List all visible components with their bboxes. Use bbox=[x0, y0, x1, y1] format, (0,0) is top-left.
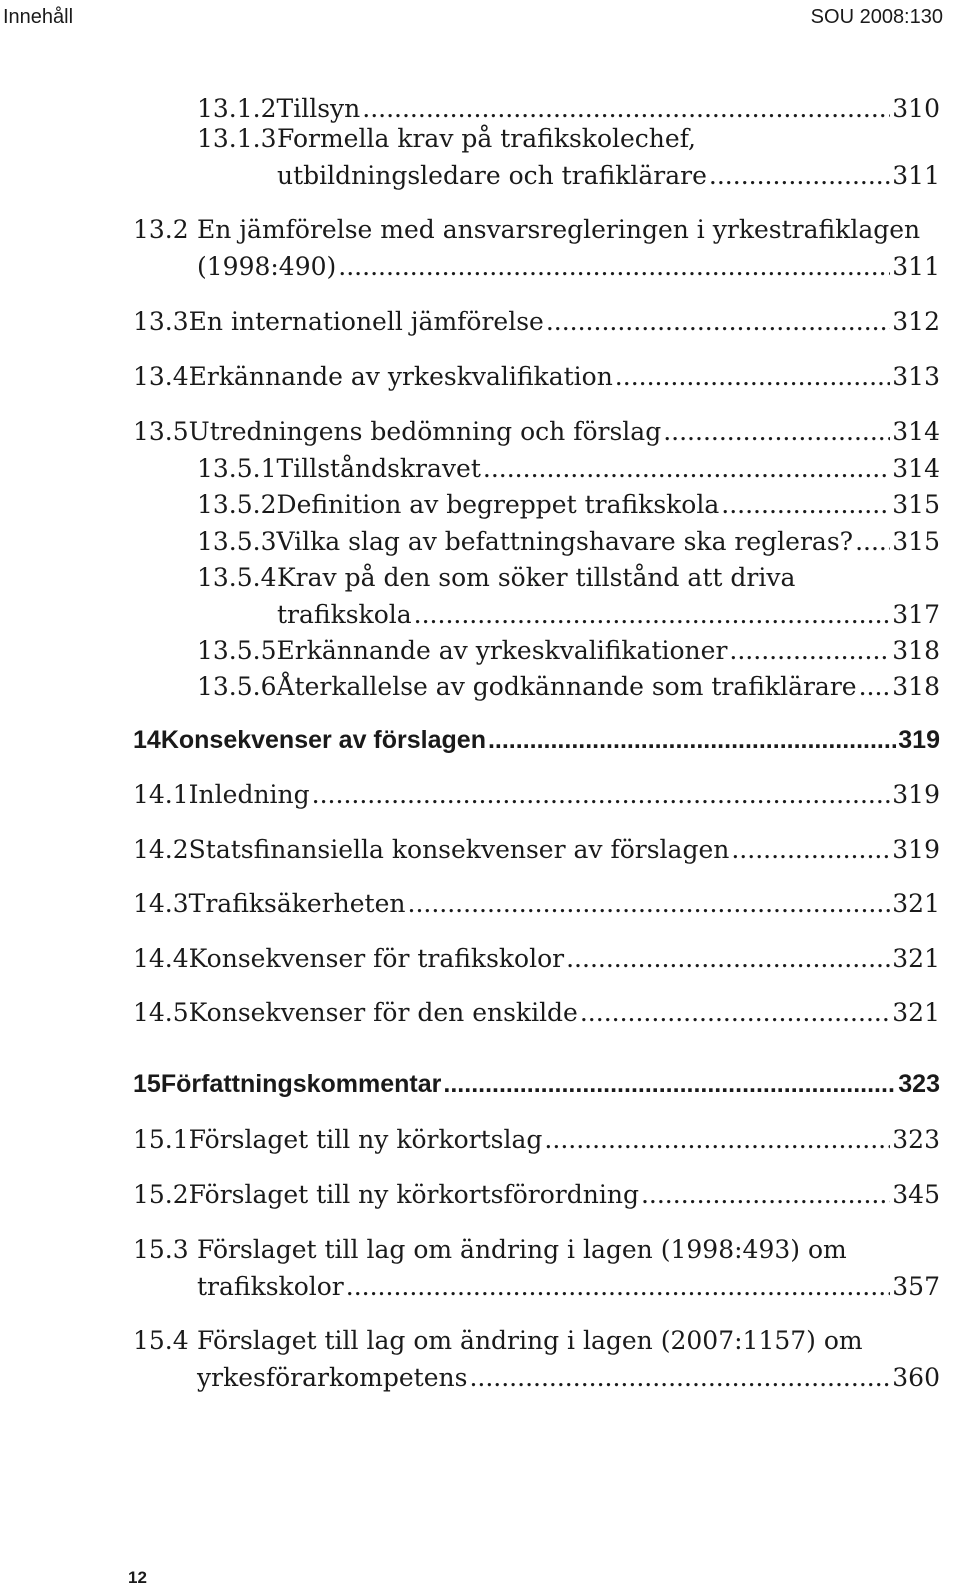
toc-page: 321 bbox=[892, 944, 940, 973]
toc-title: Krav på den som söker tillstånd att driva bbox=[277, 563, 796, 592]
toc-page: 317 bbox=[892, 600, 940, 629]
dot-leader bbox=[855, 523, 890, 560]
dot-leader bbox=[414, 596, 891, 633]
toc-title-continued: (1998:490) bbox=[197, 252, 337, 281]
toc-number: 15.2 bbox=[133, 1180, 189, 1209]
toc-number: 13.5.3 bbox=[197, 527, 277, 556]
toc-number: 13.1.3 bbox=[197, 124, 277, 153]
toc-title: Utredningens bedömning och förslag bbox=[188, 417, 662, 446]
dot-leader bbox=[544, 1121, 890, 1158]
toc-entry[interactable] bbox=[133, 1121, 940, 1158]
toc-entry[interactable] bbox=[133, 940, 940, 977]
toc-title: Återkallelse av godkännande som trafiklärare bbox=[276, 672, 857, 701]
dot-leader bbox=[580, 994, 890, 1031]
dot-leader bbox=[663, 413, 890, 450]
dot-leader bbox=[615, 358, 890, 395]
toc-number: 13.5.2 bbox=[197, 490, 277, 519]
toc-entry[interactable] bbox=[133, 1322, 940, 1396]
toc-number: 14.5 bbox=[133, 998, 189, 1027]
toc-title: Författningskommentar bbox=[160, 1070, 442, 1098]
toc-title: Tillsyn bbox=[276, 94, 361, 123]
toc-chapter[interactable] bbox=[133, 1066, 940, 1103]
toc-title: Konsekvenser av förslagen bbox=[160, 726, 486, 754]
toc-entry[interactable] bbox=[133, 831, 940, 868]
toc-number: 15.3 bbox=[133, 1235, 189, 1264]
toc-title: Definition av begreppet trafikskola bbox=[276, 490, 720, 519]
toc-page: 314 bbox=[892, 454, 940, 483]
toc-title: Konsekvenser för den enskilde bbox=[188, 998, 578, 1027]
toc-number: 13.5.5 bbox=[197, 636, 277, 665]
toc-title: Erkännande av yrkeskvalifikationer bbox=[276, 636, 728, 665]
toc-title-continued: trafikskolor bbox=[197, 1272, 344, 1301]
toc-number: 14 bbox=[133, 726, 161, 754]
toc-title: Vilka slag av befattningshavare ska regleras? bbox=[276, 527, 854, 556]
toc-title: Förslaget till lag om ändring i lagen (1998:493) om bbox=[197, 1235, 847, 1264]
toc-entry[interactable] bbox=[133, 303, 940, 340]
toc-entry[interactable] bbox=[197, 632, 940, 669]
toc-title-continued: utbildningsledare och trafiklärare bbox=[277, 161, 707, 190]
toc-number: 14.2 bbox=[133, 835, 189, 864]
dot-leader bbox=[312, 776, 891, 813]
toc-number: 13.5.6 bbox=[197, 672, 277, 701]
toc-title: Förslaget till ny körkortslag bbox=[188, 1125, 543, 1154]
toc-entry[interactable] bbox=[197, 486, 940, 523]
toc-title: En internationell jämförelse bbox=[188, 307, 544, 336]
toc-number: 14.3 bbox=[133, 889, 189, 918]
toc-page: 319 bbox=[898, 726, 940, 754]
toc-page: 345 bbox=[892, 1180, 940, 1209]
toc-number: 13.1.2 bbox=[197, 94, 277, 123]
toc-entry[interactable] bbox=[133, 413, 940, 450]
toc-entry[interactable] bbox=[133, 885, 940, 922]
toc-page: 314 bbox=[892, 417, 940, 446]
section-label: Innehåll bbox=[3, 6, 74, 28]
toc-number: 13.2 bbox=[133, 215, 189, 244]
toc-entry[interactable] bbox=[197, 668, 940, 705]
toc-entry[interactable] bbox=[133, 994, 940, 1031]
toc-number: 13.4 bbox=[133, 362, 189, 391]
dot-leader bbox=[346, 1268, 891, 1305]
toc-chapter[interactable] bbox=[133, 722, 940, 759]
toc-page: 357 bbox=[892, 1272, 940, 1301]
dot-leader bbox=[469, 1359, 890, 1396]
toc-page: 321 bbox=[892, 889, 940, 918]
page-number: 12 bbox=[128, 1568, 147, 1587]
toc-page: 318 bbox=[892, 672, 940, 701]
toc-number: 13.5 bbox=[133, 417, 189, 446]
document-id: SOU 2008:130 bbox=[810, 6, 943, 28]
toc-title: Tillståndskravet bbox=[276, 454, 481, 483]
toc-number: 13.5.1 bbox=[197, 454, 277, 483]
toc-number: 15 bbox=[133, 1070, 161, 1098]
toc-page: 319 bbox=[892, 780, 940, 809]
toc-title: Formella krav på trafikskolechef, bbox=[277, 124, 697, 153]
dot-leader bbox=[443, 1066, 896, 1103]
toc-number: 13.3 bbox=[133, 307, 189, 336]
toc-entry[interactable] bbox=[133, 1176, 940, 1213]
toc-number: 14.4 bbox=[133, 944, 189, 973]
toc-number: 15.1 bbox=[133, 1125, 189, 1154]
toc-page: 323 bbox=[892, 1125, 940, 1154]
toc-page: 323 bbox=[898, 1070, 940, 1098]
toc-title: Förslaget till ny körkortsförordning bbox=[188, 1180, 639, 1209]
toc-title-continued: yrkesförarkompetens bbox=[197, 1363, 468, 1392]
toc-title: Trafiksäkerheten bbox=[188, 889, 406, 918]
toc-page: 360 bbox=[892, 1363, 940, 1392]
toc-number: 14.1 bbox=[133, 780, 189, 809]
toc-entry[interactable] bbox=[197, 450, 940, 487]
toc-page: 315 bbox=[892, 527, 940, 556]
toc-title: Erkännande av yrkeskvalifikation bbox=[188, 362, 613, 391]
toc-page: 321 bbox=[892, 998, 940, 1027]
toc-page: 318 bbox=[892, 636, 940, 665]
toc-title: Statsfinansiella konsekvenser av förslagen bbox=[188, 835, 730, 864]
toc-entry[interactable] bbox=[197, 523, 940, 560]
toc-number: 15.4 bbox=[133, 1326, 189, 1355]
dot-leader bbox=[488, 722, 896, 759]
dot-leader bbox=[731, 831, 890, 868]
toc-page: 310 bbox=[892, 94, 940, 123]
toc-entry[interactable] bbox=[197, 120, 940, 194]
toc-title: Förslaget till lag om ändring i lagen (2007:1157) om bbox=[197, 1326, 863, 1355]
toc-title: Konsekvenser för trafikskolor bbox=[188, 944, 565, 973]
toc-entry[interactable] bbox=[133, 1231, 940, 1305]
toc-page: 311 bbox=[892, 252, 940, 281]
toc-entry[interactable] bbox=[133, 211, 940, 285]
dot-leader bbox=[338, 248, 890, 285]
dot-leader bbox=[709, 157, 890, 194]
dot-leader bbox=[859, 668, 891, 705]
dot-leader bbox=[729, 632, 890, 669]
dot-leader bbox=[483, 450, 890, 487]
dot-leader bbox=[408, 885, 891, 922]
toc-page: 312 bbox=[892, 307, 940, 336]
toc-page: 319 bbox=[892, 835, 940, 864]
dot-leader bbox=[566, 940, 890, 977]
toc-entry[interactable] bbox=[197, 559, 940, 633]
dot-leader bbox=[641, 1176, 890, 1213]
toc-entry[interactable] bbox=[133, 358, 940, 395]
page-header bbox=[0, 0, 960, 42]
toc-title: En jämförelse med ansvarsregleringen i yrkestrafiklagen bbox=[197, 215, 921, 244]
dot-leader bbox=[721, 486, 890, 523]
toc-entry[interactable] bbox=[133, 776, 940, 813]
toc-title: Inledning bbox=[188, 780, 310, 809]
dot-leader bbox=[546, 303, 890, 340]
toc-number: 13.5.4 bbox=[197, 563, 277, 592]
toc-page: 315 bbox=[892, 490, 940, 519]
toc-page: 311 bbox=[892, 161, 940, 190]
toc-title-continued: trafikskola bbox=[277, 600, 412, 629]
toc-page: 313 bbox=[892, 362, 940, 391]
